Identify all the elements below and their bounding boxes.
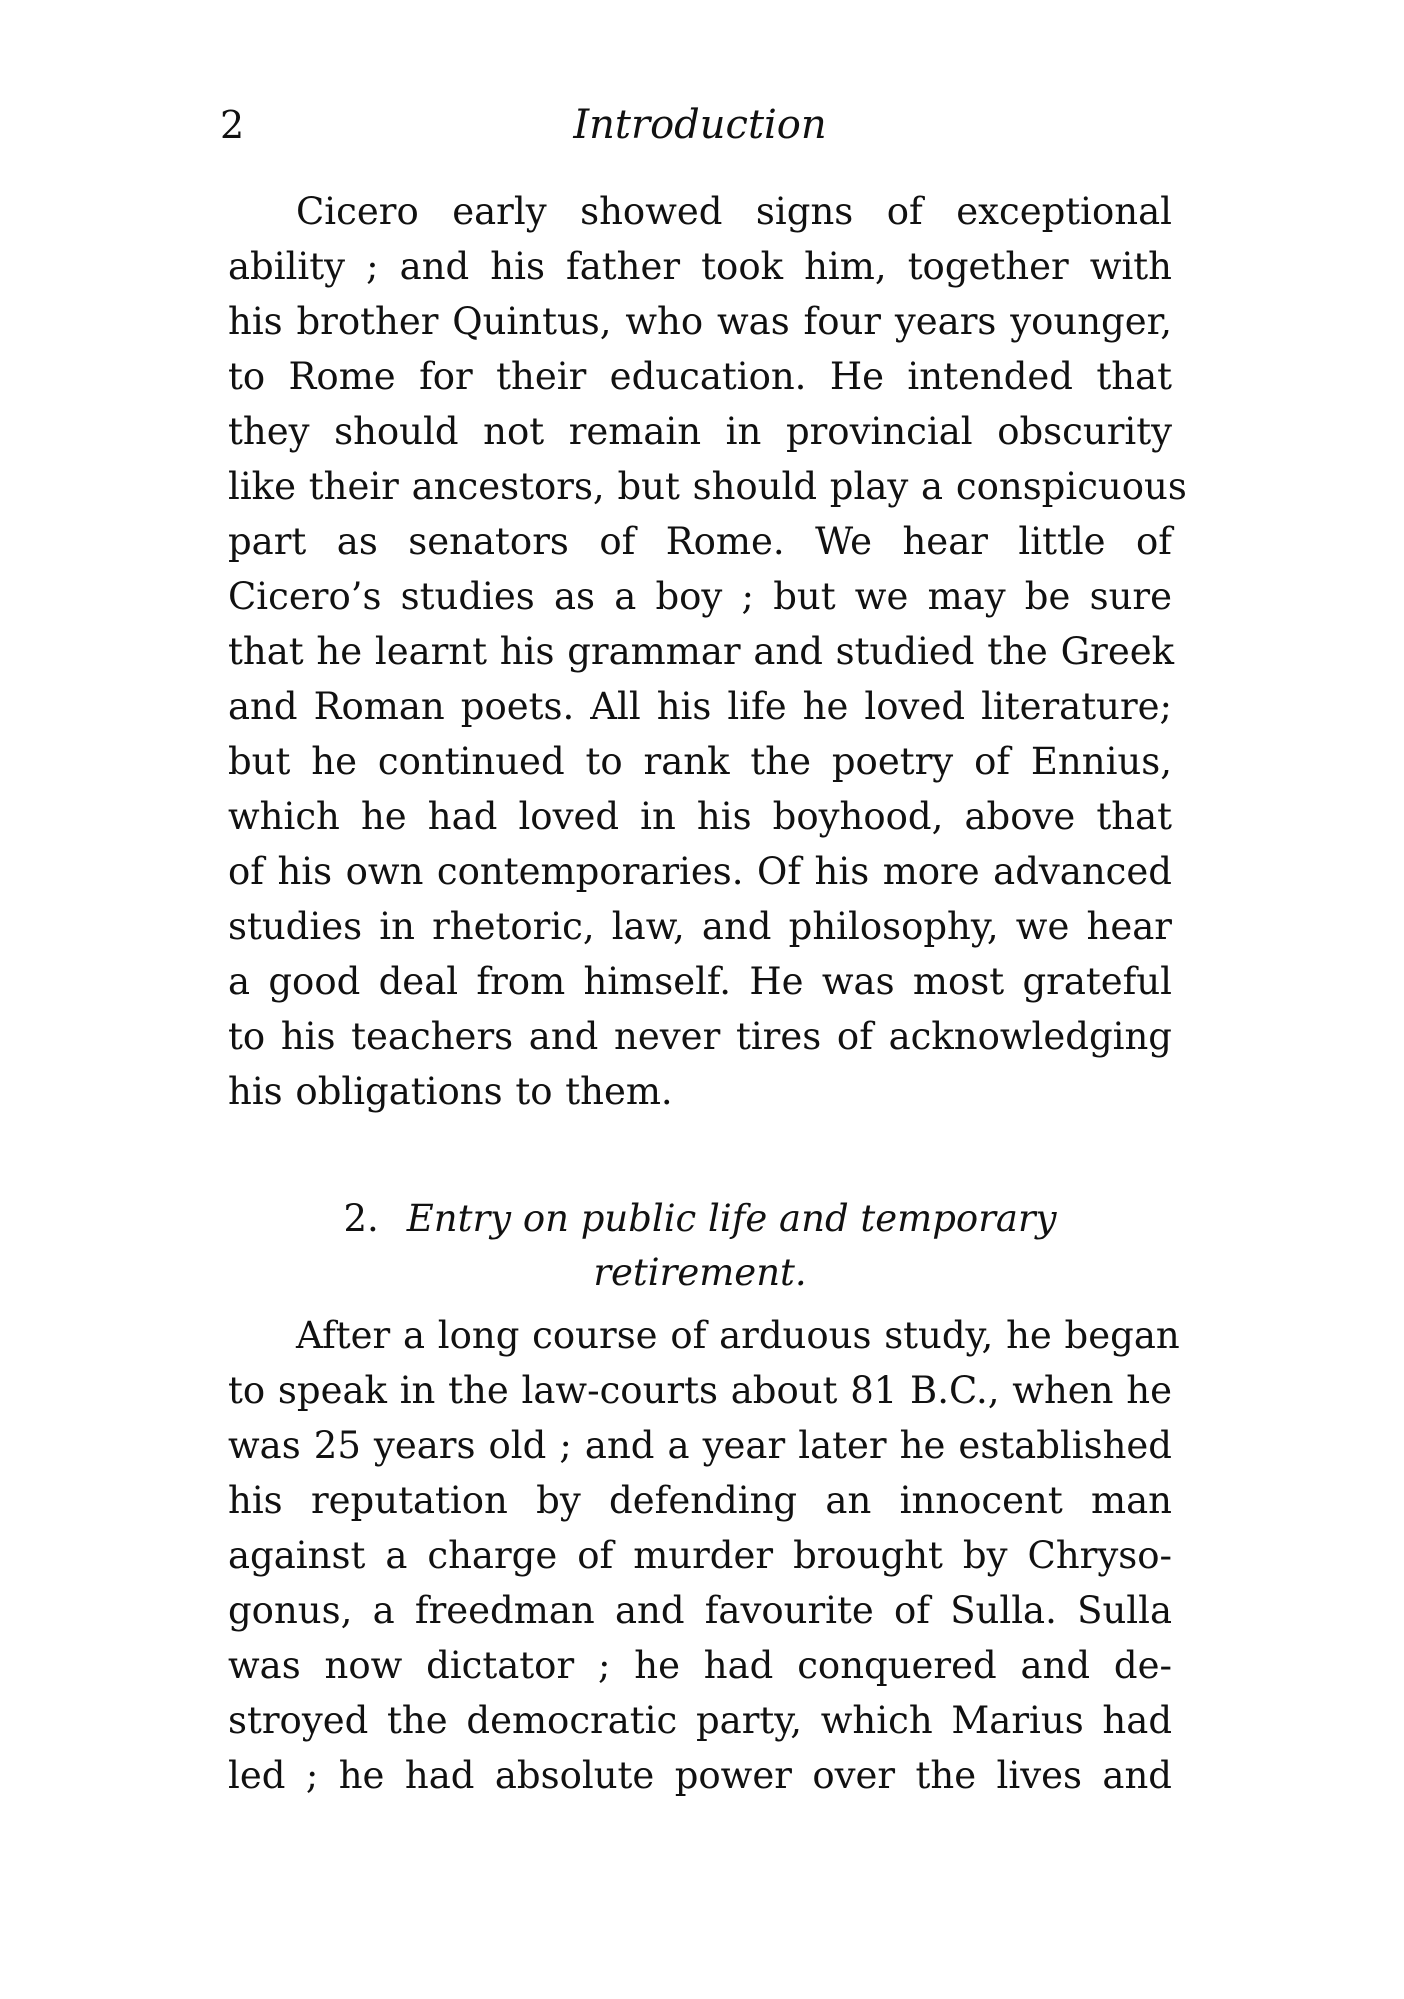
text-line: which he had loved in his boyhood, above that: [228, 795, 1172, 838]
text-line: to speak in the law-courts about 81 B.C., when he: [228, 1369, 1172, 1412]
text-line: to Rome for their education. He intended that: [228, 355, 1172, 398]
page-number: 2: [220, 103, 245, 147]
text-line: a good deal from himself. He was most grateful: [228, 960, 1172, 1003]
text-line: part as senators of Rome. We hear little of: [228, 520, 1172, 563]
text-line: stroyed the democratic party, which Marius had: [228, 1699, 1172, 1742]
text-line: Cicero early showed signs of exceptional: [296, 190, 1172, 233]
text-line: was 25 years old ; and a year later he established: [228, 1424, 1172, 1467]
section-number: 2.: [343, 1197, 379, 1240]
paragraph-2: [228, 1308, 1180, 1803]
text-line: and Roman poets. All his life he loved literature;: [228, 685, 1172, 728]
running-title: Introduction: [573, 102, 827, 148]
text-line: led ; he had absolute power over the lives and: [228, 1754, 1172, 1797]
section-heading-line-1: [228, 1192, 1172, 1246]
text-line: studies in rhetoric, law, and philosophy, we hear: [228, 905, 1172, 948]
text-line: they should not remain in provincial obscurity: [228, 410, 1172, 453]
text-line: his obligations to them.: [228, 1070, 673, 1113]
paragraph-1: [228, 184, 1187, 1119]
text-line: Cicero’s studies as a boy ; but we may be sure: [228, 575, 1172, 618]
text-line: to his teachers and never tires of acknowledging: [228, 1015, 1172, 1058]
text-line: was now dictator ; he had conquered and de-: [228, 1644, 1172, 1687]
section-title-part-1: Entry on public life and temporary: [406, 1197, 1057, 1240]
text-line: his brother Quintus, who was four years younger,: [228, 300, 1172, 343]
section-heading: [228, 1192, 1172, 1300]
running-head: [220, 100, 1180, 160]
text-line: gonus, a freedman and favourite of Sulla. Sulla: [228, 1589, 1172, 1632]
text-line: but he continued to rank the poetry of Ennius,: [228, 740, 1172, 783]
text-line: After a long course of arduous study, he began: [296, 1314, 1180, 1357]
text-line: that he learnt his grammar and studied the Greek: [228, 630, 1175, 673]
text-line: against a charge of murder brought by Chryso-: [228, 1534, 1172, 1577]
text-line: ability ; and his father took him, together with: [228, 245, 1172, 288]
section-title-part-2: retirement.: [593, 1251, 807, 1294]
text-line: like their ancestors, but should play a conspicuous: [228, 465, 1187, 508]
text-line: his reputation by defending an innocent man: [228, 1479, 1172, 1522]
text-line: of his own contemporaries. Of his more advanced: [228, 850, 1172, 893]
